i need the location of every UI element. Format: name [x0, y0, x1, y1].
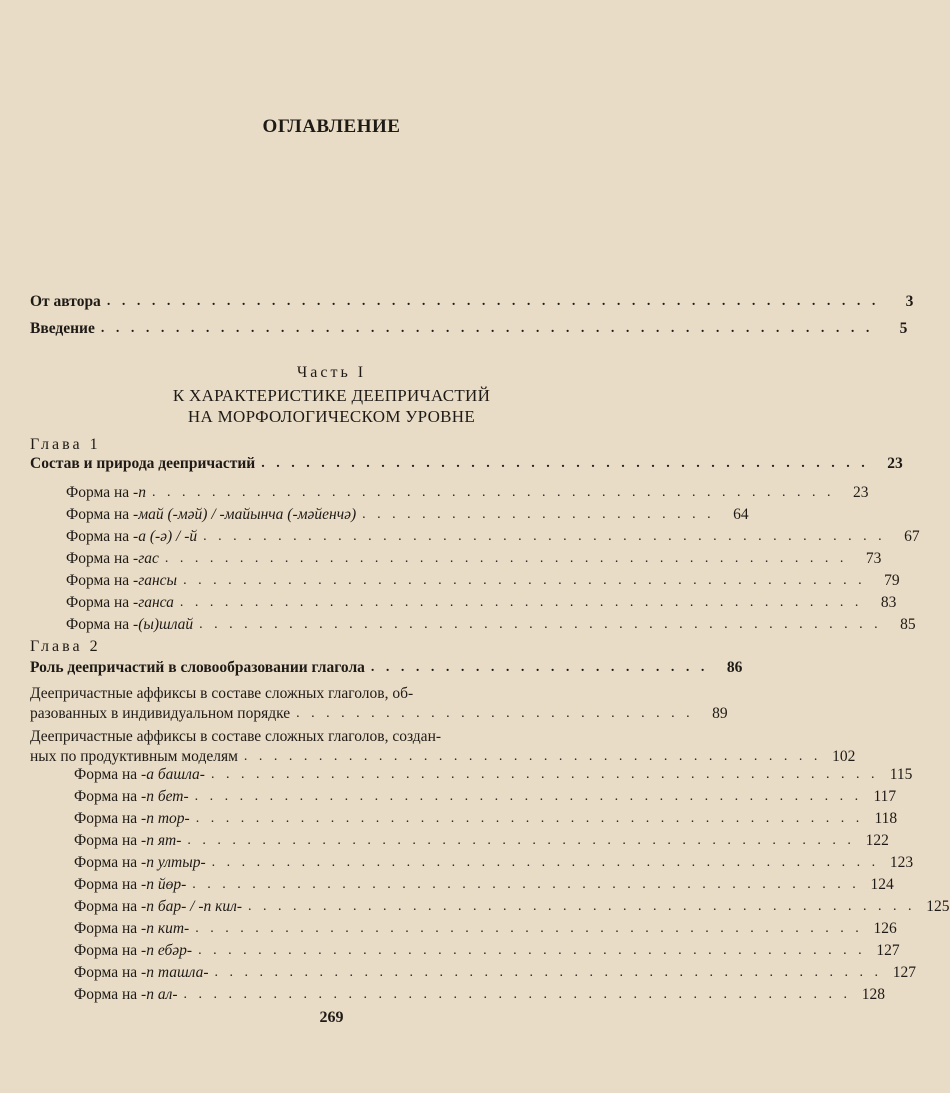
form-prefix: Форма на: [74, 788, 142, 805]
toc-page-number: 79: [884, 572, 900, 589]
dot-leader: . . . . . . . . . . . . . . . . . . . . . . . . . . . . . . . . . . . . . . . . . . . . . .: [164, 551, 848, 566]
toc-page-number: 127: [876, 942, 900, 959]
form-prefix: Форма на: [66, 506, 134, 523]
dot-leader: . . . . . . . . . . . . . . . . . . . . . . . . . . . . . . . . . . . . . . . . . . . . . .: [151, 485, 835, 500]
toc-entry-label: Роль деепричастий в словообразовании глагола: [30, 659, 365, 676]
dot-leader: . . . . . . . . . . . . . . . . . . . . . . . . . . . . . . . . . . . . . . . . . . . . .: [248, 899, 916, 914]
form-suffix: -п бар- / -п кил-: [141, 898, 243, 915]
toc-entry-label: Состав и природа деепричастий: [30, 455, 256, 472]
form-suffix: -гас: [133, 550, 159, 567]
form-prefix: Форма на: [74, 964, 142, 981]
form-suffix: -ганса: [133, 594, 174, 611]
toc-page-number: 122: [865, 832, 889, 849]
toc-entry-label: От автора: [30, 293, 101, 310]
toc-page-number: 124: [870, 876, 894, 893]
dot-leader: . . . . . . . . . . . . . . . . . . . . . . . . . . . . . . . . . . . . . . .: [243, 749, 822, 764]
toc-entry: [66, 525, 920, 547]
dot-leader: . . . . . . . . . . . . . . . . . . . . . . .: [370, 660, 709, 675]
toc-entry: [74, 939, 900, 961]
chapter-2-heading: [30, 656, 743, 678]
form-prefix: Форма на: [74, 854, 142, 871]
form-suffix: -п ал-: [141, 986, 178, 1003]
form-prefix: Форма на: [74, 766, 142, 783]
form-suffix: -п ят-: [141, 832, 182, 849]
form-prefix: Форма на: [66, 572, 134, 589]
dot-leader: . . . . . . . . . . . . . . . . . . . . . . . .: [362, 507, 715, 522]
toc-page-number: 102: [832, 748, 856, 765]
chapter-2-label: Глава 2: [30, 638, 101, 655]
dot-leader: . . . . . . . . . . . . . . . . . . . . . . . . . . . . . . . . . . . . . . . . .: [261, 456, 869, 471]
form-prefix: Форма на: [74, 986, 142, 1003]
chapter-1-heading: [30, 452, 903, 474]
form-prefix: Форма на: [66, 616, 134, 633]
form-prefix: Форма на: [66, 594, 134, 611]
form-prefix: Форма на: [74, 942, 142, 959]
toc-page-number: 117: [873, 788, 897, 805]
dot-leader: . . . . . . . . . . . . . . . . . . . . . . . . . . . . . . . . . . . . . . . . . . . . .: [210, 767, 879, 782]
dot-leader: . . . . . . . . . . . . . . . . . . . . . . . . . . . . . . . . . . . . . . . . . . . . .: [211, 855, 880, 870]
form-prefix: Форма на: [74, 810, 142, 827]
dot-leader: . . . . . . . . . . . . . . . . . . . . . . . . . . . . . . . . . . . . . . . . . . . . .: [195, 811, 864, 826]
toc-entry-label: Введение: [30, 320, 95, 337]
toc-page-number: 83: [880, 594, 897, 611]
form-suffix: -п кит-: [141, 920, 190, 937]
toc-entry: [74, 829, 889, 851]
toc-page-number: 85: [900, 616, 916, 633]
toc-page-number: 23: [887, 455, 903, 472]
dot-leader: . . . . . . . . . . . . . . . . . . . . . . . . . . . . . . . . . . . . . . . . . . . . . .: [203, 529, 886, 544]
toc-page-number: 127: [892, 964, 917, 981]
form-suffix: -п ташла-: [141, 964, 209, 981]
part-title-line2: НА МОРФОЛОГИЧЕСКОМ УРОВНЕ: [187, 407, 476, 426]
toc-page-number: 118: [874, 810, 898, 827]
form-suffix: -а (-ә) / -й: [133, 528, 198, 545]
toc-page-number: 115: [889, 766, 913, 783]
toc-page-number: 125: [926, 898, 950, 915]
toc-page-number: 89: [712, 705, 728, 722]
dot-leader: . . . . . . . . . . . . . . . . . . . . . . . . . . . . . . . . . . . . . . . . . . . . .: [187, 833, 855, 848]
dot-leader: . . . . . . . . . . . . . . . . . . . . . . . . . . . . . . . . . . . . . . . . . . . . . .: [183, 573, 866, 588]
toc-entry-intro: [30, 317, 908, 339]
toc-entry: [74, 785, 897, 807]
toc-page-number: 126: [873, 920, 897, 937]
toc-entry: [74, 873, 894, 895]
toc-entry: [74, 763, 913, 785]
toc-entry: [74, 807, 898, 829]
toc-page-number: 23: [852, 484, 869, 501]
form-suffix: -п бет-: [141, 788, 189, 805]
toc-page-number: 73: [865, 550, 882, 567]
form-prefix: Форма на: [74, 920, 142, 937]
toc-entry: [66, 481, 869, 503]
dot-leader: . . . . . . . . . . . . . . . . . . . . . . . . . . . . . . . . . . . . . . . . . . . . . . . . . . . .: [100, 321, 874, 336]
toc-entry: [66, 591, 897, 613]
form-suffix: -п: [133, 484, 146, 501]
toc-entry: [74, 851, 914, 873]
part-label: Часть I: [296, 364, 367, 381]
contents-title: ОГЛАВЛЕНИЕ: [262, 116, 401, 137]
toc-page-number: 128: [861, 986, 885, 1003]
toc-page-number: 3: [905, 293, 914, 310]
toc-entry: [66, 503, 749, 525]
chapter-1-label: Глава 1: [30, 436, 101, 453]
form-suffix: -(ы)шлай: [133, 616, 194, 633]
dot-leader: . . . . . . . . . . . . . . . . . . . . . . . . . . . . . . . . . . . . . . . . . . . . .: [192, 877, 860, 892]
toc-page-number: 123: [889, 854, 914, 871]
dot-leader: . . . . . . . . . . . . . . . . . . . . . . . . . . . . . . . . . . . . . . . . . . . . . .: [179, 595, 863, 610]
dot-leader: . . . . . . . . . . . . . . . . . . . . . . . . . . . . . . . . . . . . . . . . . . . . . .: [199, 617, 882, 632]
toc-section-productive: [30, 727, 856, 767]
form-suffix: -гансы: [133, 572, 178, 589]
form-suffix: -п ултыр-: [141, 854, 206, 871]
dot-leader: . . . . . . . . . . . . . . . . . . . . . . . . . . . . . . . . . . . . . . . . . . . . .: [198, 943, 866, 958]
form-suffix: -май (-мәй) / -майынча (-мәйенчә): [133, 506, 357, 523]
form-suffix: -п ебәр-: [141, 942, 193, 959]
form-prefix: Форма на: [66, 484, 134, 501]
toc-page-number: 5: [899, 320, 908, 337]
toc-page-number: 67: [904, 528, 920, 545]
part-title-line1: К ХАРАКТЕРИСТИКЕ ДЕЕПРИЧАСТИЙ: [172, 386, 491, 405]
toc-entry: [66, 569, 900, 591]
dot-leader: . . . . . . . . . . . . . . . . . . . . . . . . . . . . . . . . . . . . . . . . . . . . .: [195, 921, 863, 936]
form-prefix: Форма на: [66, 528, 134, 545]
toc-entry: [66, 613, 916, 635]
dot-leader: . . . . . . . . . . . . . . . . . . . . . . . . . . .: [296, 706, 694, 721]
form-suffix: -а башла-: [141, 766, 205, 783]
toc-entry: [74, 917, 897, 939]
toc-section-line1: Деепричастные аффиксы в составе сложных глаголов, создан-: [30, 728, 442, 745]
page-number-folio: 269: [319, 1009, 344, 1026]
dot-leader: . . . . . . . . . . . . . . . . . . . . . . . . . . . . . . . . . . . . . . . . . . . . .: [214, 965, 883, 980]
dot-leader: . . . . . . . . . . . . . . . . . . . . . . . . . . . . . . . . . . . . . . . . . . . . .: [194, 789, 863, 804]
toc-section-individual: [30, 684, 728, 724]
dot-leader: . . . . . . . . . . . . . . . . . . . . . . . . . . . . . . . . . . . . . . . . . . . . . . . . . . . .: [106, 294, 880, 309]
toc-page-number: 86: [726, 659, 743, 676]
toc-entry: [74, 895, 950, 917]
form-prefix: Форма на: [74, 898, 142, 915]
form-prefix: Форма на: [74, 876, 142, 893]
toc-section-line1: Деепричастные аффиксы в составе сложных глаголов, об-: [30, 685, 414, 702]
toc-entry-author: [30, 290, 914, 312]
toc-section-line2: ных по продуктивным моделям: [30, 748, 238, 765]
toc-entry: [74, 961, 917, 983]
form-suffix: -п йөр-: [141, 876, 187, 893]
dot-leader: . . . . . . . . . . . . . . . . . . . . . . . . . . . . . . . . . . . . . . . . . . . . .: [183, 987, 851, 1002]
toc-page-number: 64: [733, 506, 749, 523]
form-suffix: -п тор-: [141, 810, 190, 827]
form-prefix: Форма на: [74, 832, 142, 849]
form-prefix: Форма на: [66, 550, 134, 567]
toc-entry: [66, 547, 882, 569]
toc-section-line2: разованных в индивидуальном порядке: [30, 705, 291, 722]
toc-entry: [74, 983, 885, 1005]
